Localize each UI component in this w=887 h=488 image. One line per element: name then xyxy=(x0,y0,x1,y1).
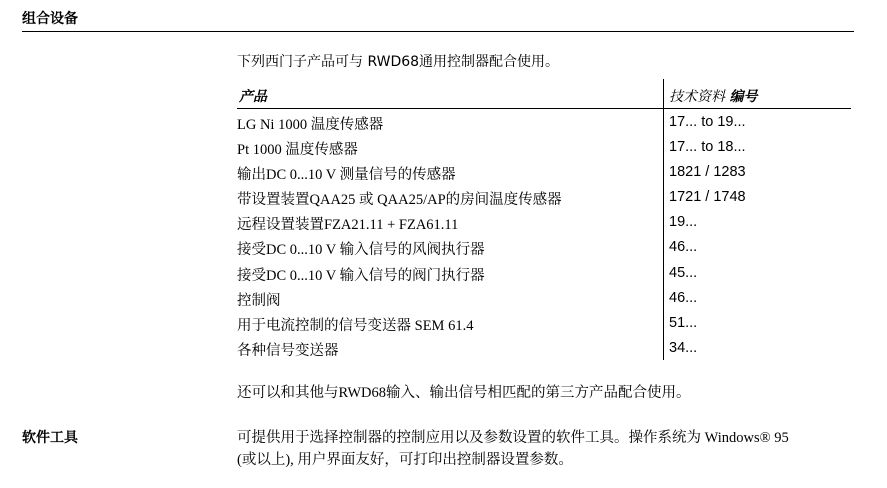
product-name: 带设置装置QAA25 或 QAA25/AP的房间温度传感器 xyxy=(237,192,562,209)
doc-number: 1821 / 1283 xyxy=(669,164,746,181)
column-header-doc-bold: 编号 xyxy=(729,89,758,105)
section-divider xyxy=(22,31,854,32)
table-row xyxy=(237,260,851,285)
table-header xyxy=(237,84,851,109)
doc-number: 34... xyxy=(669,339,698,356)
table-row xyxy=(237,234,851,259)
table-row xyxy=(237,209,851,234)
product-name: 各种信号变送器 xyxy=(237,342,339,359)
product-name: 远程设置装置FZA21.11 + FZA61.11 xyxy=(237,217,459,234)
table-row xyxy=(237,184,851,209)
product-name: Pt 1000 温度传感器 xyxy=(237,142,358,159)
product-table-body xyxy=(237,109,851,360)
product-name: 输出DC 0...10 V 测量信号的传感器 xyxy=(237,167,456,184)
software-tools-description xyxy=(237,427,857,471)
product-name: 接受DC 0...10 V 输入信号的阀门执行器 xyxy=(237,267,485,284)
table-row xyxy=(237,134,851,159)
table-row xyxy=(237,109,851,134)
product-name: 用于电流控制的信号变送器 SEM 61.4 xyxy=(237,317,474,334)
product-name: 接受DC 0...10 V 输入信号的风阀执行器 xyxy=(237,242,485,259)
doc-number: 17... to 19... xyxy=(669,114,746,130)
table-row xyxy=(237,310,851,335)
column-header-doc-prefix: 技术资料 xyxy=(669,89,725,105)
doc-number: 46... xyxy=(669,239,698,256)
software-description-line: (或以上), 用户界面友好，可打印出控制器设置参数。 xyxy=(237,452,573,468)
table-row xyxy=(237,159,851,184)
software-tools-title: 软件工具 xyxy=(22,430,78,446)
intro-text: 下列西门子产品可与 RWD68通用控制器配合使用。 xyxy=(237,54,560,70)
doc-number: 46... xyxy=(669,289,698,306)
column-header-product: 产品 xyxy=(239,89,267,105)
doc-number: 45... xyxy=(669,264,698,281)
doc-number: 1721 / 1748 xyxy=(669,189,746,206)
product-name: LG Ni 1000 温度传感器 xyxy=(237,117,384,133)
doc-number: 17... to 18... xyxy=(669,139,746,156)
software-description-line: 可提供用于选择控制器的控制应用以及参数设置的软件工具。操作系统为 Windows® 95 xyxy=(237,430,789,446)
product-name: 控制阀 xyxy=(237,292,281,309)
table-row xyxy=(237,285,851,310)
section-title: 组合设备 xyxy=(22,11,78,27)
doc-number: 19... xyxy=(669,214,698,231)
doc-number: 51... xyxy=(669,314,698,331)
table-row xyxy=(237,335,851,360)
column-header-doc-number xyxy=(669,86,757,106)
outro-text: 还可以和其他与RWD68输入、输出信号相匹配的第三方产品配合使用。 xyxy=(237,385,691,401)
